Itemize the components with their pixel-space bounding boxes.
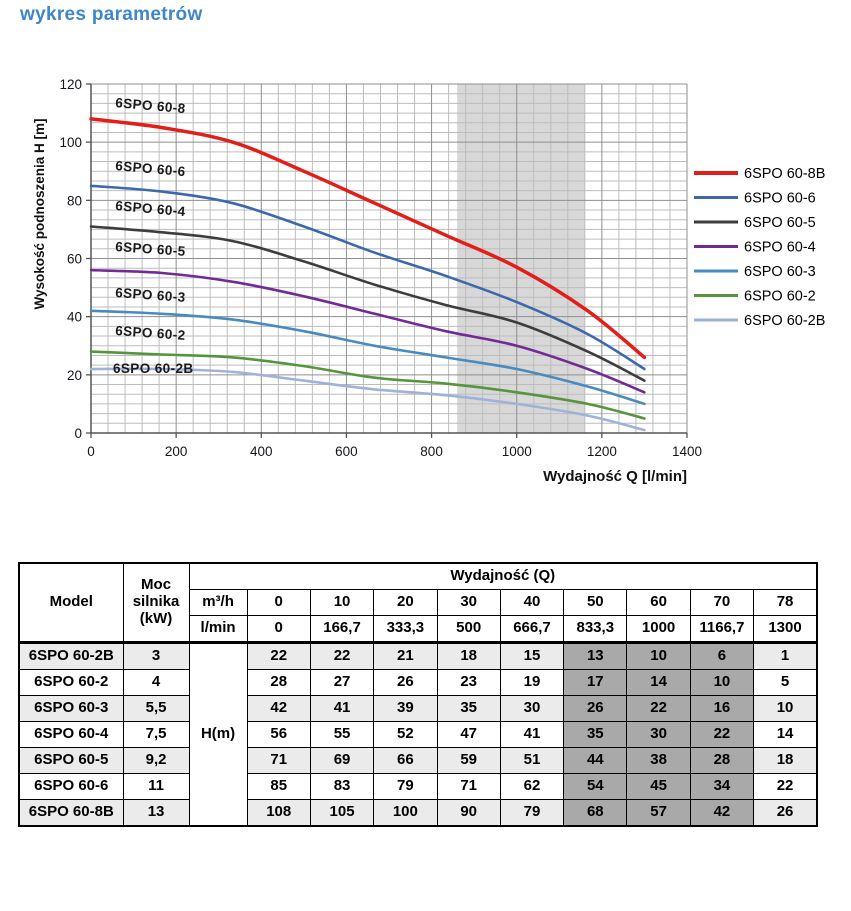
- h-value: 35: [564, 722, 627, 748]
- curve-label: 6SPO 60-8: [114, 95, 187, 117]
- q-lmin-value: 666,7: [500, 616, 563, 643]
- h-value: 108: [247, 800, 310, 827]
- unit-label-m3h: m³/h: [189, 590, 247, 616]
- h-value: 6: [690, 643, 753, 670]
- legend-item: [694, 166, 825, 182]
- h-value: 5: [754, 670, 817, 696]
- q-m3h-value: 40: [500, 590, 563, 616]
- h-value: 27: [310, 670, 373, 696]
- pump-curve-chart: [0, 60, 851, 510]
- legend-item: [694, 191, 816, 207]
- h-value: 30: [500, 696, 563, 722]
- q-m3h-value: 78: [754, 590, 817, 616]
- motor-power: 13: [123, 800, 189, 827]
- page-title: wykres parametrów: [20, 4, 203, 25]
- legend-label: 6SPO 60-5: [744, 215, 816, 231]
- y-tick-label: 20: [66, 367, 82, 383]
- table-row: [19, 800, 817, 827]
- legend-item: [694, 264, 816, 280]
- x-tick-label: 0: [87, 444, 95, 459]
- h-value: 18: [754, 748, 817, 774]
- h-value: 23: [437, 670, 500, 696]
- h-value: 28: [690, 748, 753, 774]
- h-value: 57: [627, 800, 690, 827]
- h-value: 10: [690, 670, 753, 696]
- h-value: 13: [564, 643, 627, 670]
- h-value: 83: [310, 774, 373, 800]
- q-m3h-value: 50: [564, 590, 627, 616]
- table-row: [19, 748, 817, 774]
- model-name: 6SPO 60-8B: [19, 800, 123, 827]
- x-tick-label: 1000: [501, 444, 532, 459]
- legend: [694, 166, 825, 329]
- legend-label: 6SPO 60-3: [744, 264, 816, 280]
- q-lmin-value: 833,3: [564, 616, 627, 643]
- col-header-power: Moc silnika (kW): [123, 563, 189, 643]
- y-tick-label: 40: [66, 309, 82, 325]
- q-m3h-value: 60: [627, 590, 690, 616]
- h-value: 26: [374, 670, 437, 696]
- legend-label: 6SPO 60-6: [744, 190, 816, 207]
- h-value: 28: [247, 670, 310, 696]
- h-value: 66: [374, 748, 437, 774]
- model-name: 6SPO 60-2: [19, 670, 123, 696]
- h-value: 38: [627, 748, 690, 774]
- col-header-model: Model: [19, 563, 123, 643]
- y-tick-label: 80: [66, 193, 82, 209]
- h-value: 42: [690, 800, 753, 827]
- legend-label: 6SPO 60-4: [744, 239, 816, 256]
- q-lmin-value: 500: [437, 616, 500, 643]
- h-value: 79: [374, 774, 437, 800]
- motor-power: 4: [123, 670, 189, 696]
- h-unit-label: H(m): [189, 643, 247, 827]
- y-tick-label: 60: [66, 251, 82, 267]
- model-name: 6SPO 60-2B: [19, 643, 123, 670]
- h-value: 44: [564, 748, 627, 774]
- h-value: 62: [500, 774, 563, 800]
- motor-power: 7,5: [123, 722, 189, 748]
- h-value: 22: [247, 643, 310, 670]
- curve-label: 6SPO 60-3: [114, 285, 187, 305]
- legend-item: [694, 313, 825, 329]
- legend-label: 6SPO 60-2: [744, 288, 816, 305]
- motor-power: 9,2: [123, 748, 189, 774]
- legend-item: [694, 289, 816, 305]
- h-value: 59: [437, 748, 500, 774]
- h-value: 39: [374, 696, 437, 722]
- h-value: 105: [310, 800, 373, 827]
- curve-label: 6SPO 60-6: [114, 158, 187, 180]
- y-tick-label: 120: [59, 77, 82, 92]
- h-value: 14: [627, 670, 690, 696]
- q-lmin-value: 0: [247, 616, 310, 643]
- x-tick-label: 200: [164, 444, 188, 459]
- h-value: 69: [310, 748, 373, 774]
- h-value: 18: [437, 643, 500, 670]
- q-m3h-value: 0: [247, 590, 310, 616]
- unit-label-lmin: l/min: [189, 616, 247, 643]
- x-tick-label: 1400: [671, 444, 703, 459]
- h-value: 41: [310, 696, 373, 722]
- q-lmin-value: 1000: [627, 616, 690, 643]
- h-value: 19: [500, 670, 563, 696]
- h-value: 17: [564, 670, 627, 696]
- legend-item: [694, 215, 816, 231]
- table-header-group-row: [19, 563, 817, 590]
- h-value: 15: [500, 643, 563, 670]
- table-row: [19, 774, 817, 800]
- h-value: 21: [374, 643, 437, 670]
- q-lmin-value: 166,7: [310, 616, 373, 643]
- x-tick-label: 800: [420, 444, 443, 459]
- legend-label: 6SPO 60-8B: [744, 166, 826, 182]
- h-value: 26: [564, 696, 627, 722]
- h-value: 30: [627, 722, 690, 748]
- h-value: 41: [500, 722, 563, 748]
- model-name: 6SPO 60-3: [19, 696, 123, 722]
- q-lmin-value: 1300: [754, 616, 817, 643]
- h-value: 90: [437, 800, 500, 827]
- curve-label: 6SPO 60-2B: [113, 361, 194, 376]
- motor-power: 3: [123, 643, 189, 670]
- table-row: [19, 696, 817, 722]
- table-row: [19, 643, 817, 670]
- h-value: 55: [310, 722, 373, 748]
- h-value: 68: [564, 800, 627, 827]
- x-tick-label: 1200: [586, 444, 617, 459]
- h-value: 35: [437, 696, 500, 722]
- curve-label: 6SPO 60-2: [114, 323, 187, 343]
- motor-power: 11: [123, 774, 189, 800]
- x-tick-label: 600: [335, 444, 358, 459]
- h-value: 14: [754, 722, 817, 748]
- h-value: 71: [247, 748, 310, 774]
- x-axis-title: Wydajność Q [l/min]: [543, 468, 687, 485]
- q-m3h-value: 30: [437, 590, 500, 616]
- q-m3h-value: 10: [310, 590, 373, 616]
- h-value: 71: [437, 774, 500, 800]
- col-header-q-group: Wydajność (Q): [189, 563, 817, 590]
- y-tick-label: 0: [74, 426, 82, 441]
- motor-power: 5,5: [123, 696, 189, 722]
- h-value: 56: [247, 722, 310, 748]
- x-tick-label: 400: [250, 444, 273, 459]
- h-value: 47: [437, 722, 500, 748]
- h-value: 54: [564, 774, 627, 800]
- q-m3h-value: 20: [374, 590, 437, 616]
- table-row: [19, 722, 817, 748]
- h-value: 34: [690, 774, 753, 800]
- h-value: 45: [627, 774, 690, 800]
- y-tick-label: 100: [59, 135, 82, 151]
- h-value: 16: [690, 696, 753, 722]
- h-value: 51: [500, 748, 563, 774]
- h-value: 52: [374, 722, 437, 748]
- h-value: 22: [690, 722, 753, 748]
- curve-label: 6SPO 60-4: [114, 198, 187, 220]
- h-value: 1: [754, 643, 817, 670]
- model-name: 6SPO 60-4: [19, 722, 123, 748]
- h-value: 100: [374, 800, 437, 827]
- curve-label: 6SPO 60-5: [114, 239, 187, 259]
- y-axis-title: Wysokość podnoszenia H [m]: [32, 118, 47, 310]
- q-lmin-value: 1166,7: [690, 616, 753, 643]
- h-value: 10: [627, 643, 690, 670]
- parameters-table: [18, 562, 818, 827]
- model-name: 6SPO 60-5: [19, 748, 123, 774]
- h-value: 42: [247, 696, 310, 722]
- q-m3h-value: 70: [690, 590, 753, 616]
- h-value: 22: [754, 774, 817, 800]
- q-lmin-value: 333,3: [374, 616, 437, 643]
- h-value: 10: [754, 696, 817, 722]
- h-value: 22: [627, 696, 690, 722]
- h-value: 79: [500, 800, 563, 827]
- h-value: 26: [754, 800, 817, 827]
- table-row: [19, 670, 817, 696]
- legend-item: [694, 240, 816, 256]
- h-value: 85: [247, 774, 310, 800]
- model-name: 6SPO 60-6: [19, 774, 123, 800]
- h-value: 22: [310, 643, 373, 670]
- legend-label: 6SPO 60-2B: [744, 313, 826, 329]
